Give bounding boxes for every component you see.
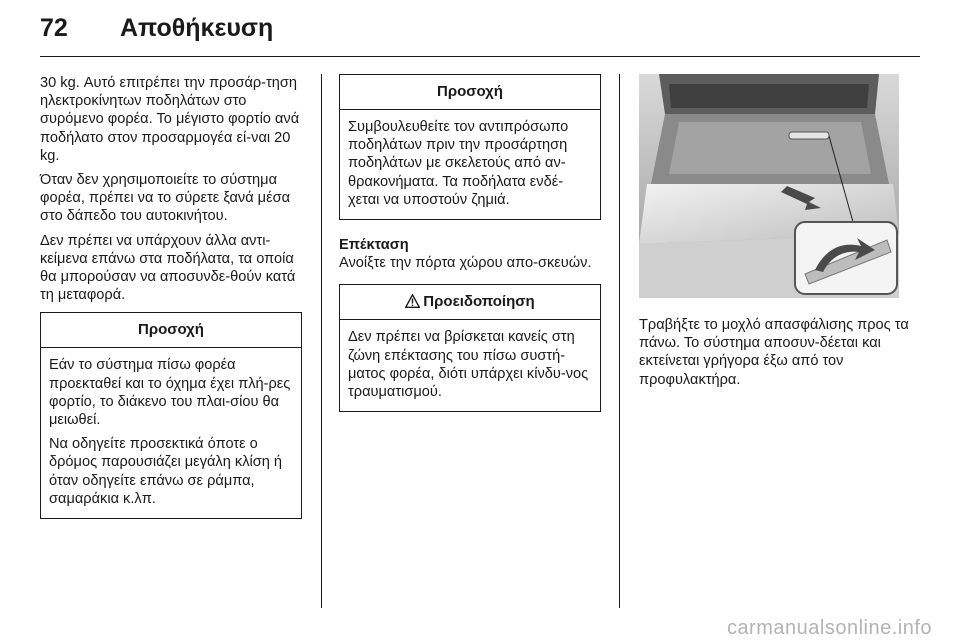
paragraph: 30 kg. Αυτό επιτρέπει την προσάρ-τηση ηλεκτροκίνητων ποδηλάτων στο συρόμενο φορέα. Το μέγιστο φορτίο ανά ποδήλατο στον προσαρμογέα εί-ναι 20 kg. [40, 75, 300, 164]
warning-body [340, 320, 600, 411]
warning-text: Δεν πρέπει να βρίσκεται κανείς στη ζώνη επέκτασης του πίσω συστή-ματος φορέα, διότι υπάρχει κίνδυ-νος τραυματισμού. [348, 329, 589, 401]
column-3-text: Τραβήξτε το μοχλό απασφάλισης προς τα πάνω. Το σύστημα αποσυν-δέεται και εκτείνεται γρήγορα έξω από τον προφυλακτήρα. [639, 317, 909, 388]
page-number: 72 [40, 14, 68, 42]
page-header [40, 14, 273, 48]
column-divider-1 [321, 74, 322, 608]
column-2 [339, 74, 601, 412]
warning-triangle-icon [405, 294, 420, 308]
section-text: Ανοίξτε την πόρτα χώρου απο-σκευών. [339, 255, 592, 272]
warning-heading: Προειδοποίηση [423, 293, 535, 311]
caution-paragraph: Συμβουλευθείτε τον αντιπρόσωπο ποδηλάτων πριν την προσάρτηση ποδηλάτων με σκελετούς από αν-θρακονήματα. Τα ποδήλατα ενδέ-χεται να υποστούν ζημιά. [348, 119, 569, 208]
caution-paragraph: Εάν το σύστημα πίσω φορέα προεκταθεί και το όχημα έχει πλή-ρες φορτίο, το διάκενο του πλαι-σίου θα μειωθεί. [49, 357, 291, 429]
watermark: carmanualsonline.info [726, 617, 932, 639]
caution-heading: Προσοχή [41, 313, 301, 348]
trunk-release-lever-illustration-icon [639, 74, 899, 298]
caution-paragraph: Να οδηγείτε προσεκτικά όποτε ο δρόμος παρουσιάζει μεγάλη κλίση ή όταν οδηγείτε επάνω σε ράμπα, σαμαράκια κ.λπ. [49, 436, 283, 507]
caution-box [339, 74, 601, 220]
warning-box [339, 284, 601, 412]
warning-heading-row [340, 285, 600, 320]
caution-body [41, 348, 301, 518]
section-heading: Επέκταση [339, 237, 409, 254]
column-divider-2 [619, 74, 620, 608]
column-1 [40, 74, 302, 519]
paragraph: Δεν πρέπει να υπάρχουν άλλα αντι-κείμενα επάνω στα ποδήλατα, τα οποία θα μπορούσαν να αποσυνδε-θούν κατά τη μεταφορά. [40, 232, 296, 304]
page-title: Αποθήκευση [120, 14, 274, 42]
header-divider [40, 56, 920, 57]
caution-heading: Προσοχή [340, 75, 600, 110]
caution-box [40, 312, 302, 519]
caution-body [340, 110, 600, 219]
paragraph: Όταν δεν χρησιμοποιείτε το σύστημα φορέα, πρέπει να το σύρετε ξανά μέσα στο δάπεδο του αυτοκινήτου. [40, 172, 291, 225]
